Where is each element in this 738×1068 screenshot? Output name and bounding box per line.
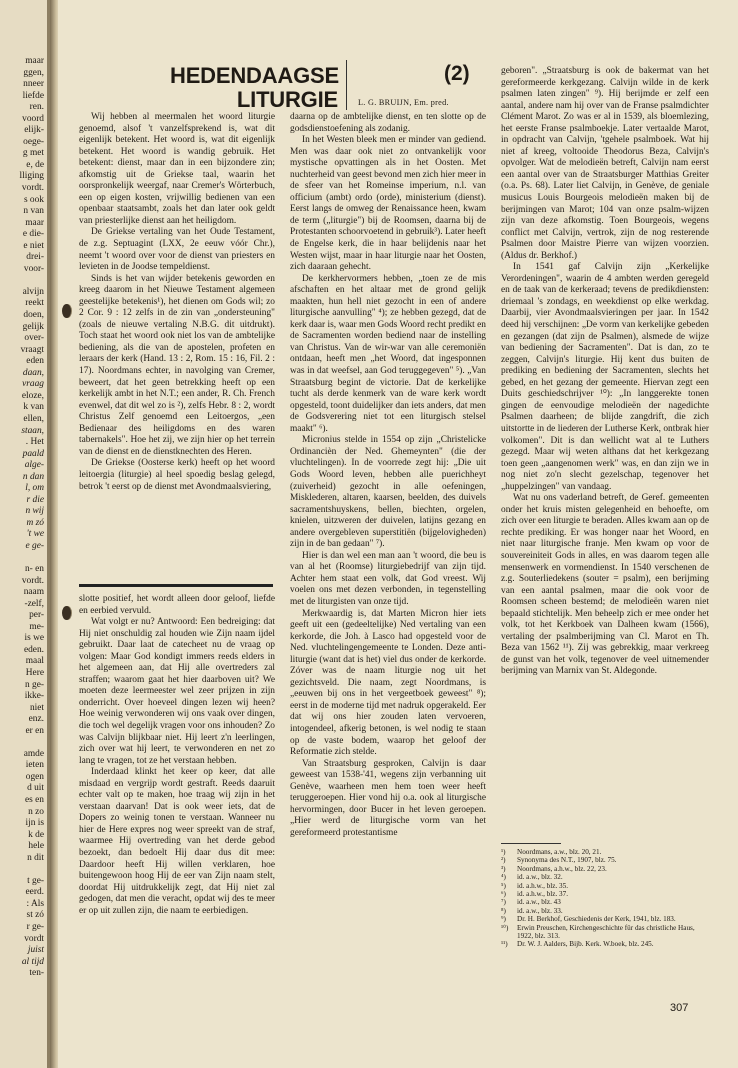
footnote-divider bbox=[501, 843, 561, 844]
paragraph: Merkwaardig is, dat Marten Micron hier iets geeft uit een (gedeeltelijke) Ned vertaling van een kerkorde, die Joh. à Lasco had opgesteld voor de Ned. vluchtelingengemeente te Londen. Deze anti-liturgie (want dat is het) viel dus onder de kerkorde. Zóver was de naam liturgie nog uit het gezichtsveld. Die naam, zegt Noordmans, is „eeuwen bij ons in het vergeetboek geweest" ⁸); eerst in de moderne tijd met nadruk opgerakeld. Eer dat wij ons hier zouden laten vervoeren, intogendeel, afkerig betonen, is wel nodig te staan op de vaste bodem, waarop het geloof der Reformatie zich stelde. bbox=[290, 608, 486, 758]
left-page-fragment: st zó bbox=[26, 910, 44, 921]
paragraph: Wat volgt er nu? Antwoord: Een bedreiging: dat Hij niet onschuldig zal houden wie Zijn naam ijdel gebruikt. Daar laat de catecheet nu de vraag op volgen: Maar God kondigt immers reeds elders in het algemeen aan, dat Hij alle overtreders zal straffen; waarom gaat het hier daarboven uit? We moeten deze leermeester wel zeer prijzen in zijn onderricht. Over hoeveel dingen lezen wij heen? Hoe weinig verwonderen wij ons vaak over dingen, die toch wel degelijk vragen voor ons inhouden? Zo was Calvijn blijkbaar niet. Hij leert z'n leerlingen, zich over wat hij leert, te verwonderen en net zo lang te vragen, tot ze het verstaan hebben. bbox=[79, 617, 275, 766]
paragraph: geboren". „Straatsburg is ook de bakermat van het gereformeerde kerkgezang. Calvijn wilde in de kerk psalmen laten zingen" ⁹). Hij berijmde er zelf een aantal, andere nam hij over van de Franse psalmdichter Clément Marot. Zo was er al in 1539, als bloemlezing, het eerste Franse psalmboekje. Later vertaalde Marot, in opdracht van Calvijn, 'tgehele psalmboek. Wat hij niet af kreeg, voltooide Theodorus Beza, Calvijn's opvolger. Wat de melodieën betreft, Calvijn nam eerst een aantal over van de Straatsburger Matthias Greiter (o.a. Ps. 68). Later liet Calvijn, in Genève, de geniale musicus Louis Bourgeois melodieën maken bij de berijmingen van Marot; 104 van onze psalm-wijzen zijn van deze afkomstig. Toen Bourgeois, wegens conflict met Calvijn, vertrok, zijn de nog resterende Psalmen door Maistre Pierre van wijzen voorzien. (Aldus dr. Berkhof.) bbox=[501, 66, 709, 261]
left-page-gap bbox=[0, 864, 47, 876]
left-page-fragment: maar bbox=[25, 217, 44, 228]
left-page-fragment: paald bbox=[22, 448, 44, 459]
footnote bbox=[501, 890, 709, 898]
paragraph: De Griekse vertaling van het Oude Testament, de z.g. Septuagint (LXX, 2e eeuw vóór Chr.), neemt 't woord over voor de dienst van priesters en levieten in de Joodse tempeldienst. bbox=[79, 227, 275, 273]
left-page-fragment: ikke- bbox=[24, 691, 44, 702]
left-page-fragment: eloze, bbox=[21, 390, 44, 401]
paragraph: De Griekse (Oosterse kerk) heeft op het woord leitoergia (liturgie) al heel spoedig beslag gelegd, betrok 't eerst op de dienst met Avondmaalsviering, bbox=[79, 458, 275, 492]
left-page-fragment: s ook bbox=[23, 194, 44, 205]
footnote-marker: ¹⁰) bbox=[501, 923, 509, 932]
paragraph: Hier is dan wel een man aan 't woord, die beu is van al het (Roomse) liturgiebedrijf van zijn tijd. Achter hem staat een volk, dat God vreest. Wij voelen ons met dezen verbonden, in tegenstelling met de liturgisten van onze tijd. bbox=[290, 550, 486, 607]
left-page-fragment: drei- bbox=[26, 252, 44, 263]
left-page-fragment: voord bbox=[22, 113, 44, 124]
article-title: HEDENDAAGSE LITURGIE bbox=[170, 63, 339, 112]
left-page-fragment: e ge- bbox=[25, 540, 44, 551]
left-page-fragment: vraag bbox=[22, 379, 44, 390]
left-page-fragment: oege- bbox=[23, 136, 44, 147]
left-page-fragment: n zo bbox=[28, 806, 44, 817]
paragraph: slotte positief, het wordt alleen door geloof, liefde en eerbied vervuld. bbox=[79, 594, 275, 616]
paragraph: Inderdaad klinkt het keer op keer, dat alle misdaad en vergrijp wordt gestraft. Reeds daaruit echter valt op te maken, hoe traag wij zijn in het verstaan daarvan! Dat is ook weer iets, dat de Dopers zo weinig tonen te verstaan. Wanneer nu hier de Here expres nog weer spreekt van de straf, waarmee Hij overtreding van het derde gebod bezoekt, dan bedoelt Hij daar dus dit mee: Daardoor heeft Hij willen verklaren, hoe buitengewoon hoog Hij de eer van Zijn naam stelt, doordat Hij uitdrukkelijk zegt, dat Hij niet zal gedogen, dat men die veracht, opdat wij des te meer er op uit zullen zijn, die naam te eerbiedigen. bbox=[79, 767, 275, 916]
left-page-fragment: n- en bbox=[24, 564, 44, 575]
left-page-fragment: 't we bbox=[26, 529, 44, 540]
left-page-fragment: er en bbox=[25, 725, 44, 736]
left-page-fragment: Here bbox=[25, 667, 44, 678]
article-author: L. G. BRUIJN, Em. pred. bbox=[358, 98, 449, 107]
footnote-marker: ¹) bbox=[501, 848, 506, 856]
paragraph: Micronius stelde in 1554 op zijn „Christelicke Ordinancièn der Ned. Ghemeynten" (die der vluchtelingen). In de voorrede zegt hij: „Die uit Gods Woord leven, hebben alle puerichheyt (zuiverheid) gezocht in alle oefeningen, Misklederen, altaren, kaarsen, beelden, des duivels sacramentshuyskens, bellen, biechten, orgelen, knielen, uitzweren der duivelen, latijns gezang en andere overgebleven superstitiën (bijgelovigheden) zijn in de ban gedaan" ⁷). bbox=[290, 435, 486, 550]
left-page-fragment: alvijn bbox=[22, 286, 44, 297]
footnote-text: id. a.w., blz. 32. bbox=[517, 873, 563, 882]
footnote-marker: ⁷) bbox=[501, 898, 506, 907]
left-page-fragment: ren. bbox=[29, 102, 44, 113]
footnote bbox=[501, 924, 709, 941]
left-page-fragment: n wij bbox=[25, 506, 44, 517]
left-page-fragment: juist bbox=[27, 945, 44, 956]
paragraph: Van Straatsburg gesproken, Calvijn is daar geweest van 1538-'41, wegens zijn verbanning uit Genève, waarheen men hem toen weer heeft teruggeroepen. Hier vond hij o.a. ook al liturgische hervormingen, door Bucer in het leven geroepen. „Hier werd de liturgische vorm van het gereformeerd protestantisme bbox=[290, 758, 486, 838]
left-page-fragment: n dit bbox=[27, 852, 44, 863]
left-page-fragment: is we bbox=[24, 633, 44, 644]
left-page-fragment: vordt. bbox=[21, 575, 44, 586]
left-page-gap bbox=[0, 275, 47, 287]
left-page-fragment: niet bbox=[29, 702, 44, 713]
paragraph: Wat nu ons vaderland betreft, de Geref. gemeenten onder het kruis misten gelegenheid en behoefte, om zich over een liturgie te beraden. Alles kwam aan op de rechte prediking. Er was honger naar het Woord, en niet naar liturgische franje. Men kwam op voor de souvereiniteit Gods in alles, en was daarom tegen alle mensenwerk en vormendienst. In 1540 verschenen de z.g. Souterliedekens (souter = psalm), een berijming van een aantal psalmen, maar die ook voor de Roomsen scheen bestemd; de melodieën waren niet bepaald stichtelijk. Men beheelp zich er mee onder het volk, tot het Kerkboek van Dalheen kwam (1566), vertaling der psalmberijming van Cl. Marot en Th. Beza van 1562 ¹¹). Zij was gebrekkig, maar verkreeg de gunst van het volk, tegenover de veel uitnemender berijming van Marnix van St. Aldegonde. bbox=[501, 493, 709, 677]
paragraph: In 1541 gaf Calvijn zijn „Kerkelijke Verordeningen", waarin de 4 ambten werden geregeld en de taak van de kerkeraad; tevens de predikdiensten: driemaal 's zondags, en weekdienst op elke werkdag. Daarbij, vier Avondmaalsvieringen per jaar. In 1542 deed hij verschijnen: „De vorm van kerkelijke gebeden en gezangen (dat zijn de Psalmen), alsmede de wijze van bediening der Sacramenten". Dat is dan, zo te zeggen, Calvijn's liturgie. Hij kent dus buiten de prediking en bediening der Sacramenten, slechts het gebed, en het gezang der gemeente. Hiervan zegt een Duits geschiedschrijver ¹⁰): „In langgerekte tonen gingen de eenvoudige melodieën der nagedichte Psalmen daarheen; de blijde zangdrift, die zich uitstortte in de liederen der Lutherse Kerk, ontbrak hier volkomen". Dit is dan wellicht wat al te Luthers gezegd. Maar wij weten althans dat het kerkgezang toen geen „aangenomen werk" was, en dan zijn we in nog niet zo'n slecht gezelschap, tegenover het „huppelzingen" van vandaag. bbox=[501, 262, 709, 492]
left-page-fragment: m zó bbox=[26, 517, 44, 528]
left-page-fragment: d uit bbox=[27, 783, 44, 794]
left-page-fragment: maar bbox=[25, 56, 44, 66]
section-divider bbox=[79, 584, 273, 587]
left-page-fragment: es en bbox=[24, 795, 44, 805]
footnote-text: id. a.w., blz. 33. bbox=[517, 906, 563, 915]
left-page-fragment: liefde bbox=[22, 90, 44, 101]
left-page-fragment: : Als bbox=[26, 898, 44, 909]
footnote-text: Synonyma des N.T., 1907, blz. 75. bbox=[517, 856, 617, 865]
footnote-text: id. a.w., blz. 43 bbox=[517, 898, 561, 907]
footnote bbox=[501, 898, 709, 906]
footnote bbox=[501, 882, 709, 890]
left-page-fragment: al tijd bbox=[21, 956, 44, 967]
adjacent-page-margin bbox=[0, 0, 50, 1068]
left-page-fragment: ogen bbox=[25, 771, 44, 782]
left-page-fragment: daan, bbox=[22, 367, 44, 378]
footnote-text: Noordmans, a.w., blz. 20, 21. bbox=[517, 848, 602, 856]
footnote-marker: ²) bbox=[501, 856, 506, 865]
left-page-fragment: ten- bbox=[29, 968, 44, 979]
left-page-fragment: n van bbox=[23, 206, 44, 217]
footnote-marker: ⁴) bbox=[501, 873, 506, 882]
left-page-fragment: n dan bbox=[22, 471, 44, 482]
article-part-number: (2) bbox=[444, 62, 470, 85]
left-page-fragment: amde bbox=[23, 748, 44, 759]
column-middle bbox=[290, 112, 486, 839]
paragraph: In het Westen bleek men er minder van gediend. Men was daar ook niet zo ontvankelijk voor mystische opvattingen als in het Oosten. Met nuchterheid van geest bevond men zich hier meer in de sfeer van het Romeinse imperium, n.l. van officium (ambt) ordo (orde), ministerium (dienst). Eerst langs de omweg der Renaissance heen, kwam de term („liturgie") bij de Roomsen, daarna bij de Protestanten schoorvoetend in gebruik³). Later heeft de Engelse kerk, die in haar belijdenis naar het Westen wijst, maar in haar liturgie naar het Oosten, zich daaraan gehecht. bbox=[290, 135, 486, 273]
footnote bbox=[501, 865, 709, 873]
left-page-fragment: me- bbox=[29, 621, 44, 632]
footnote-marker: ⁸) bbox=[501, 906, 506, 915]
binding-hole bbox=[62, 304, 71, 318]
paragraph: Wij hebben al meermalen het woord liturgie genoemd, alsof 't vanzelfsprekend is, wat dit eigenlijk betekent. Het woord is, wat dit eigenlijk betekent. Het woord is wandig gebruik. Het betekent: dienst, maar dan in een bijzondere zin; afkomstig uit de Griekse taal, waarin het oorspronkelijk weergaf, naar Cremer's Wörterbuch, een op eigen kosten, vrijwillig bedienen van een openbaar staatsambt, zoals het dan later ook geldt van priesterlijke dienst aan het heiligdom. bbox=[79, 112, 275, 226]
left-page-fragment: gelijk bbox=[22, 321, 44, 332]
left-page-fragment: r ge- bbox=[26, 922, 44, 933]
left-page-fragment: per- bbox=[29, 610, 44, 621]
left-page-fragment: e niet bbox=[23, 240, 44, 251]
left-page-fragment: hele bbox=[28, 841, 44, 852]
column-left-bottom bbox=[79, 594, 275, 917]
left-page-fragment: alge- bbox=[24, 460, 44, 471]
left-page-fragment: nneer bbox=[23, 79, 44, 90]
left-page-fragment: n ge- bbox=[24, 679, 44, 690]
footnote bbox=[501, 848, 709, 856]
left-page-fragment: l, om bbox=[25, 483, 44, 494]
footnote-marker: ⁹) bbox=[501, 915, 506, 924]
left-page-fragment: eden. bbox=[23, 644, 44, 655]
footnote-marker: ¹¹) bbox=[501, 940, 508, 949]
left-page-fragment: ieten bbox=[25, 760, 44, 771]
left-page-gap bbox=[0, 553, 47, 565]
footnotes bbox=[501, 848, 709, 949]
binding-hole bbox=[62, 606, 71, 620]
left-page-fragment: doen, bbox=[23, 310, 44, 321]
footnote-text: Noordmans, a.h.w., blz. 22, 23. bbox=[517, 864, 607, 873]
left-page-fragment: staan, bbox=[21, 425, 44, 436]
paragraph: De kerkhervormers hebben, „toen ze de mis afschaften en het altaar met de grond gelijk maakten, hun hell niet gezocht in een of andere liturgische aanvulling" ⁴); ze hebben gezegd, dat de kerk daar is, waar men Gods Woord recht predikt en de Sacramenten worden bediend naar de instelling van Christus. Van de wir-war van alle ceremoniën ontdaan, heeft men „het Woord, dat ingesponnen was in dat weefsel, aan God teruggegeven" ⁵). „Van Straatsburg begint de victorie. Dat de kerkelijke tucht als derde kenmerk van de ware kerk wordt opgesteld, toont duidelijker dan iets anders, dat men de Godsverering niet tot een liturgisch stelsel maakt" ⁶). bbox=[290, 273, 486, 434]
footnote-text: Dr. W. J. Aalders, Bijb. Kerk. W.boek, blz. 245. bbox=[517, 940, 654, 949]
left-page-fragment: voor- bbox=[23, 263, 44, 274]
left-page-fragment: vordt bbox=[24, 933, 44, 944]
paragraph: Sinds is het van wijder betekenis geworden en kreeg daarom in het Nieuwe Testament algemeen geestelijke betekenis¹), het dienen om Gods wil; zo 2 Cor. 9 : 12 zelfs in de zin van „ondersteuning" (zoals de nieuwe vertaling N.B.G. dit uitdrukt). Toch staat het woord ook niet los van de ambtelijke bediening, als die van de apostelen, profeten en leraars der kerk (Hand. 13 : 2, Rom. 15 : 16, Fil. 2 : 17). Noordmans echter, in navolging van Cremer, beweert, dat het geen betrekking heeft op een kerkelijk ambt in het N.T.; een ander, R. Ch. French evenwel, dat dit wel zo is ²), zelfs Hebr. 8 : 2, wordt Christus Zelf genoemd een Leitoergos, „een Bedienaar des heiligdoms en des waren tabernakels". Hoe het zij, we zijn hier op het terrein van de dienst en de dienstknechten des Heren. bbox=[79, 273, 275, 457]
footnote-marker: ⁶) bbox=[501, 890, 506, 899]
left-page-fragment: g met bbox=[22, 148, 44, 159]
footnote bbox=[501, 907, 709, 915]
left-page-fragment: enz. bbox=[28, 714, 44, 725]
left-page-fragment: k van bbox=[23, 402, 44, 413]
left-page-fragment: over- bbox=[24, 333, 44, 344]
footnote-marker: ³) bbox=[501, 864, 506, 873]
left-page-fragment: naam bbox=[23, 587, 44, 598]
footnote bbox=[501, 856, 709, 864]
left-page-fragment: reekt bbox=[25, 298, 44, 309]
left-page-fragment: maal bbox=[25, 656, 44, 667]
footnote bbox=[501, 873, 709, 881]
left-page-fragment: ijn is bbox=[25, 818, 44, 829]
footnote-text: Dr. H. Berkhof, Geschiedenis der Kerk, 1941, blz. 183. bbox=[517, 915, 676, 924]
left-page-fragment: ggen, bbox=[23, 67, 44, 78]
footnote-text: id. a.h.w., blz. 35. bbox=[517, 881, 569, 890]
left-page-fragment: e die- bbox=[22, 229, 44, 240]
left-page-fragment: eerd. bbox=[25, 887, 44, 898]
left-page-fragment: eden bbox=[26, 356, 44, 367]
left-page-fragment: ellen, bbox=[23, 413, 44, 424]
footnote-text: Erwin Preuschen, Kirchengeschichte für das christliche Haus, 1922, blz. 313. bbox=[517, 923, 695, 941]
column-right bbox=[501, 66, 709, 678]
left-page-fragment: elijk- bbox=[24, 125, 44, 136]
footnote bbox=[501, 915, 709, 923]
title-divider bbox=[346, 60, 347, 110]
footnote-marker: ⁵) bbox=[501, 881, 506, 890]
left-page-fragment: r die bbox=[26, 494, 44, 505]
magazine-page bbox=[58, 0, 738, 1068]
left-page-fragment: . Het bbox=[25, 437, 44, 448]
left-page-fragment: t ge- bbox=[27, 875, 44, 886]
footnote-text: id. a.h.w., blz. 37. bbox=[517, 890, 569, 899]
page-number: 307 bbox=[670, 1002, 689, 1014]
footnote bbox=[501, 940, 709, 948]
left-page-fragment: vordt. bbox=[21, 183, 44, 194]
left-page-fragment: lliging bbox=[19, 171, 44, 182]
left-page-gap bbox=[0, 737, 47, 749]
column-left-top bbox=[79, 112, 275, 493]
left-page-fragment: k de bbox=[28, 829, 44, 840]
left-page-fragment: vraagt bbox=[20, 344, 44, 355]
left-page-fragment: -zelf, bbox=[24, 598, 44, 609]
paragraph: daarna op de ambtelijke dienst, en ten slotte op de godsdienstoefening als zodanig. bbox=[290, 112, 486, 134]
left-page-fragment: e, de bbox=[26, 159, 44, 170]
